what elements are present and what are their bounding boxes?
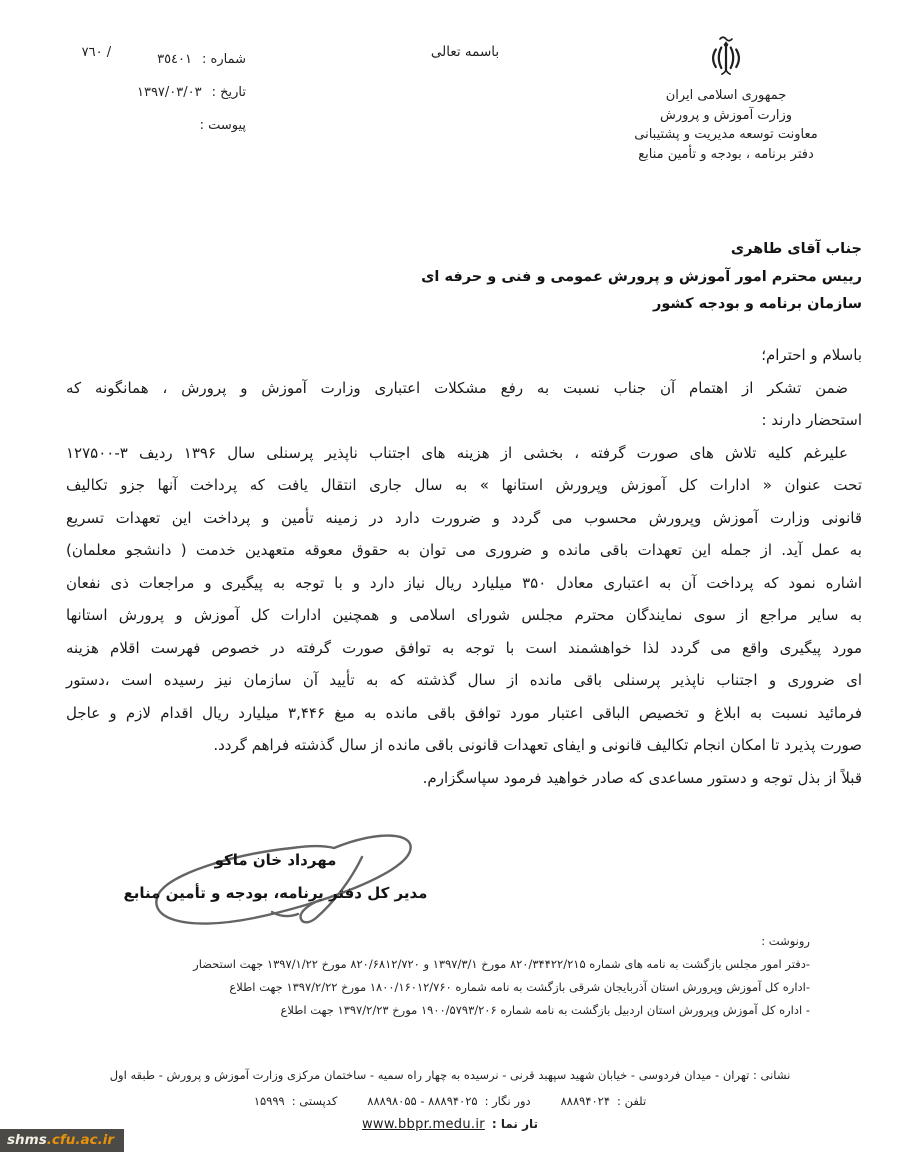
website-url: www.bbpr.medu.ir <box>361 1117 485 1132</box>
signer-title: مدیر کل دفتر برنامه، بودجه و تأمین منابع <box>123 884 428 902</box>
footer-address: نشانی : تهران - میدان فردوسی - خیابان شهید سپهبد قرنی - نرسیده به چهار راه سمیه - ساختمان مرکزی وزارت آموزش و پرورش - طبقه اول <box>109 1068 791 1082</box>
recipient-title: رییس محترم امور آموزش و پرورش عمومی و فنی و حرفه ای <box>421 268 862 285</box>
cc-block <box>100 930 810 1022</box>
phone-pair <box>561 1094 647 1108</box>
watermark-badge <box>0 1129 124 1152</box>
body-line: ای ضروری و اجتناب ناپذیر پرسنلی باقی مانده از سال گذشته که به تأیید آن سازمان نیز رسیده است ،دستور <box>66 671 862 689</box>
letter-date-row <box>26 83 246 103</box>
recipient-name: جناب آقای طاهری <box>730 241 862 257</box>
body-line: به عمل آید. از جمله این تعهدات باقی مانده و ضروری می توان به حقوق معوقه متعهدین خدمت ( دانشجو معلمان) <box>66 541 862 559</box>
signer-name: مهرداد خان ماکو <box>214 851 337 869</box>
letter-body <box>66 339 862 794</box>
org-name-line: وزارت آموزش و پرورش <box>659 107 792 123</box>
org-name-line: دفتر برنامه ، بودجه و تأمین منابع <box>638 146 814 162</box>
cc-item: -دفتر امور مجلس بازگشت به نامه های شماره ۸۲۰/۳۴۴۲۲/۲۱۵ مورخ ۱۳۹۷/۳/۱ و ۸۲۰/۶۸۱۲/۷۲۰ مورخ ۱۳۹۷/۱/۲۲ جهت استحضار <box>193 957 810 971</box>
attachment-row <box>26 116 246 136</box>
website-row <box>362 1117 538 1132</box>
phone-value: ۸۸۸۹۴۰۲۴ <box>560 1094 611 1108</box>
body-line: صورت پذیرد تا امکان انجام تکالیف قانونی و ایفای تعهدات قانونی باقی مانده از سال گذشته فراهم گردد. <box>213 736 862 754</box>
letter-date-label: تاریخ : <box>211 85 246 100</box>
letter-number-value: ٣٥٤٠١ <box>157 52 193 67</box>
postal-code-label: کدپستی : <box>291 1094 338 1108</box>
reference-block <box>26 45 246 149</box>
phone-label: تلفن : <box>617 1094 647 1108</box>
org-name-line: جمهوری اسلامی ایران <box>665 88 787 103</box>
recipient-block <box>200 236 862 319</box>
letter-number-row <box>26 45 246 70</box>
signature-block <box>108 844 443 910</box>
body-line: فرمائید نسبت به ابلاغ و تخصیص الباقی اعتبار مورد توافق باقی مانده به مبغ ۳,۴۴۶ میلیارد ریال اقدام لازم و عاجل <box>66 703 862 722</box>
cc-label: رونوشت : <box>761 934 810 948</box>
letter-number-label: شماره : <box>202 52 246 67</box>
bismillah-heading: باسمه تعالی <box>430 44 500 60</box>
letterhead <box>616 34 836 164</box>
iran-emblem-icon <box>706 34 746 80</box>
postal-pair <box>254 1094 337 1108</box>
letter-number-suffix: / ٧٦٠ <box>81 45 112 60</box>
intro-line: ضمن تشکر از اهتمام آن جناب نسبت به رفع مشکلات اعتباری وزارت آموزش و پرورش ، همانگونه که <box>66 378 848 397</box>
body-line: مورد پیگیری واقع می گردد لذا خواهشمند است با توجه به توافق صورت گرفته در خصوص فهرست اقلام هزینه <box>66 638 862 657</box>
watermark-suffix: .cfu.ac.ir <box>46 1132 115 1148</box>
closing-line: قبلاً از بذل توجه و دستور مساعدی که صادر خواهید فرمود سپاسگزارم. <box>422 768 862 787</box>
body-line: اشاره نمود که پرداخت آن به اعتباری معادل ۳۵۰ میلیارد ریال نیاز دارد و با توجه به پیگیری و مراجعات ذی نفعان <box>66 573 863 592</box>
footer-contact-row <box>0 1094 900 1108</box>
org-name-line: معاونت توسعه مدیریت و پشتیبانی <box>634 127 818 142</box>
body-line: علیرغم کلیه تلاش های صورت گرفته ، بخشی از هزینه های اجتناب ناپذیر پرسنلی سال ۱۳۹۶ ردیف ۳-۱۲۷۵۰۰ <box>66 443 849 462</box>
letter-footer <box>0 1068 900 1132</box>
letter-date-value: ١٣٩٧/٠٣/٠٣ <box>136 85 202 100</box>
cc-item: - اداره کل آموزش وپرورش استان اردبیل بازگشت به نامه شماره ۱۹۰۰/۵۷۹۳/۲۰۶ مورخ ۱۳۹۷/۲/۲۳ جهت اطلاع <box>280 1003 810 1017</box>
fax-value: ۸۸۸۹۸۰۵۵ - ۸۸۸۹۴۰۲۵ <box>367 1094 478 1108</box>
recipient-organization: سازمان برنامه و بودجه کشور <box>652 296 862 312</box>
fax-pair <box>367 1094 530 1108</box>
body-line: تحت عنوان « ادارات کل آموزش وپرورش استانها » به سال جاری انتقال یافت که پرداخت آنها جزو تکالیف <box>66 476 862 494</box>
fax-label: دور نگار : <box>484 1094 531 1108</box>
intro-line: استحضار دارند : <box>761 411 862 429</box>
body-line: قانونی وزارت آموزش وپرورش محسوب می گردد و ضرورت دارد در زمینه تأمین و پرداخت این تعهدات تسریع <box>66 508 862 527</box>
watermark-prefix: shms <box>7 1132 47 1148</box>
body-line: به سایر مراجع از سوی نمایندگان محترم مجلس شورای اسلامی و همچنین ادارات کل آموزش و پرورش استانها <box>66 606 862 624</box>
website-label: تار نما : <box>491 1117 539 1131</box>
attachment-label: پیوست : <box>199 118 246 133</box>
salutation: باسلام و احترام؛ <box>761 346 862 364</box>
cc-item: -اداره کل آموزش وپرورش استان آذربایجان شرقی بازگشت به نامه شماره ۱۸۰۰/۱۶۰۱۲/۷۶۰ مورخ ۱۳۹۷/۲/۲۲ جهت اطلاع <box>229 980 810 994</box>
postal-code-value: ۱۵۹۹۹ <box>253 1094 285 1108</box>
